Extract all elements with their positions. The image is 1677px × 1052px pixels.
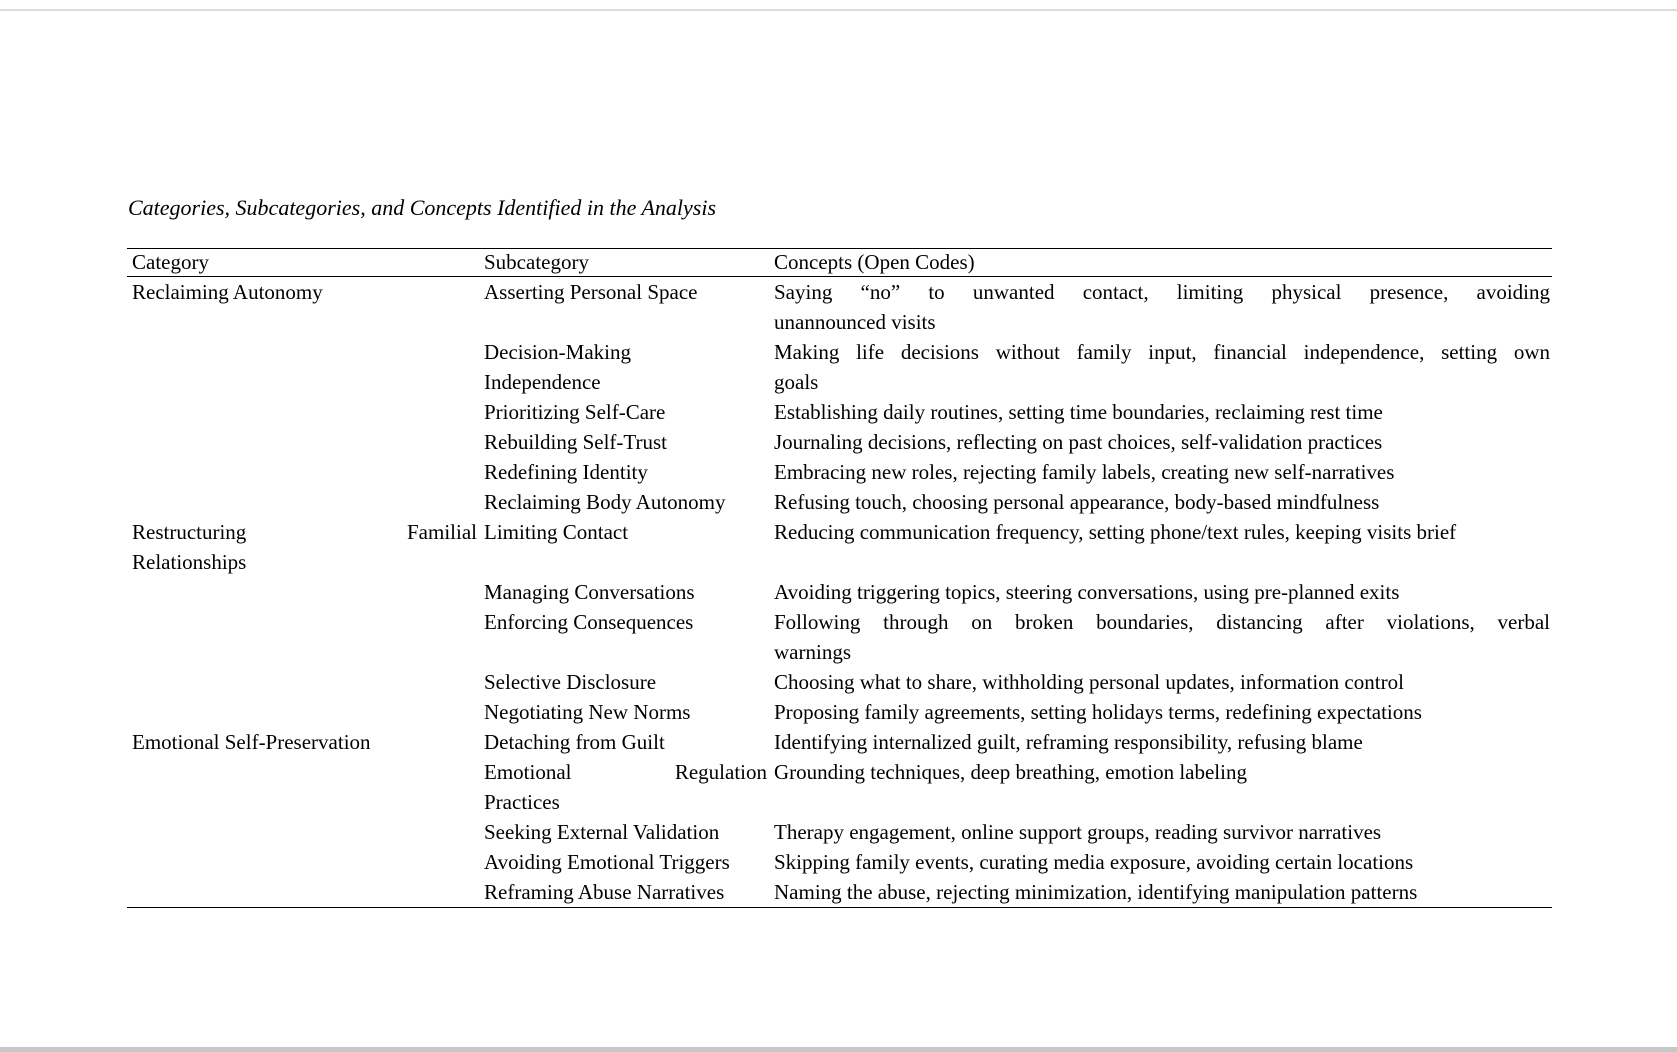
concepts-cell: Therapy engagement, online support groups, reading survivor narratives <box>774 820 1382 844</box>
analysis-table-container <box>127 248 1552 908</box>
table-row <box>127 277 1552 338</box>
table-row <box>127 757 1552 817</box>
category-cell: Restructuring Familial Relationships <box>132 520 477 574</box>
concepts-cell: Proposing family agreements, setting holidays terms, redefining expectations <box>774 700 1422 724</box>
table-row <box>127 397 1552 427</box>
subcategory-cell: Reclaiming Body Autonomy <box>484 490 726 514</box>
table-row <box>127 427 1552 457</box>
concepts-cell: Following through on broken boundaries, distancing after violations, verbal warnings <box>774 610 1550 664</box>
column-header-subcategory: Subcategory <box>479 249 769 277</box>
subcategory-cell: Reframing Abuse Narratives <box>484 880 725 904</box>
category-cell <box>127 847 479 877</box>
concepts-cell: Refusing touch, choosing personal appearance, body-based mindfulness <box>774 490 1380 514</box>
category-cell: Reclaiming Autonomy <box>132 280 323 304</box>
header-row <box>127 249 1552 277</box>
concepts-cell: Skipping family events, curating media exposure, avoiding certain locations <box>774 850 1414 874</box>
concepts-cell: Choosing what to share, withholding personal updates, information control <box>774 670 1404 694</box>
category-cell <box>127 457 479 487</box>
subcategory-cell: Negotiating New Norms <box>484 700 691 724</box>
concepts-cell: Grounding techniques, deep breathing, emotion labeling <box>774 760 1247 784</box>
table-row <box>127 697 1552 727</box>
table-row <box>127 667 1552 697</box>
category-cell <box>127 697 479 727</box>
table-row <box>127 487 1552 517</box>
subcategory-cell: Decision-Making Independence <box>484 340 631 394</box>
table-row <box>127 877 1552 908</box>
category-cell <box>127 487 479 517</box>
category-cell <box>127 667 479 697</box>
category-cell <box>127 337 479 397</box>
table-row <box>127 337 1552 397</box>
subcategory-cell: Limiting Contact <box>484 520 629 544</box>
table-header <box>127 249 1552 277</box>
category-cell <box>127 427 479 457</box>
table-row <box>127 607 1552 667</box>
category-cell <box>127 817 479 847</box>
concepts-cell: Journaling decisions, reflecting on past choices, self-validation practices <box>774 430 1383 454</box>
subcategory-cell: Redefining Identity <box>484 460 648 484</box>
table-row <box>127 457 1552 487</box>
concepts-cell: Embracing new roles, rejecting family labels, creating new self-narratives <box>774 460 1395 484</box>
subcategory-cell: Detaching from Guilt <box>484 730 665 754</box>
category-cell <box>127 397 479 427</box>
subcategory-cell: Asserting Personal Space <box>484 280 698 304</box>
category-cell: Emotional Self-Preservation <box>132 730 371 754</box>
concepts-cell: Saying “no” to unwanted contact, limiting physical presence, avoiding unannounced visits <box>774 280 1550 334</box>
subcategory-cell: Selective Disclosure <box>484 670 657 694</box>
subcategory-cell: Seeking External Validation <box>484 820 720 844</box>
category-cell <box>127 757 479 817</box>
window-bottom-edge <box>0 1047 1677 1052</box>
column-header-category: Category <box>127 249 479 277</box>
category-cell <box>127 607 479 667</box>
subcategory-cell: Enforcing Consequences <box>484 610 694 634</box>
concepts-cell: Naming the abuse, rejecting minimization, identifying manipulation patterns <box>774 880 1418 904</box>
table-row <box>127 517 1552 577</box>
subcategory-cell: Avoiding Emotional Triggers <box>484 850 730 874</box>
category-cell <box>127 877 479 908</box>
column-header-concepts: Concepts (Open Codes) <box>769 249 1552 277</box>
subcategory-cell: Managing Conversations <box>484 580 695 604</box>
table-row <box>127 727 1552 757</box>
window-top-edge <box>0 9 1677 11</box>
subcategory-cell: Emotional Regulation Practices <box>484 760 767 814</box>
subcategory-cell: Prioritizing Self-Care <box>484 400 666 424</box>
table-row <box>127 847 1552 877</box>
concepts-cell: Establishing daily routines, setting time boundaries, reclaiming rest time <box>774 400 1383 424</box>
table-row <box>127 817 1552 847</box>
table-body <box>127 277 1552 908</box>
concepts-cell: Identifying internalized guilt, reframing responsibility, refusing blame <box>774 730 1363 754</box>
subcategory-cell: Rebuilding Self-Trust <box>484 430 667 454</box>
table-title: Categories, Subcategories, and Concepts Identified in the Analysis <box>128 195 717 220</box>
table-row <box>127 577 1552 607</box>
concepts-cell: Making life decisions without family input, financial independence, setting own goals <box>774 340 1550 394</box>
analysis-table <box>127 248 1552 908</box>
concepts-cell: Avoiding triggering topics, steering conversations, using pre-planned exits <box>774 580 1400 604</box>
concepts-cell: Reducing communication frequency, setting phone/text rules, keeping visits brief <box>774 520 1457 544</box>
category-cell <box>127 577 479 607</box>
